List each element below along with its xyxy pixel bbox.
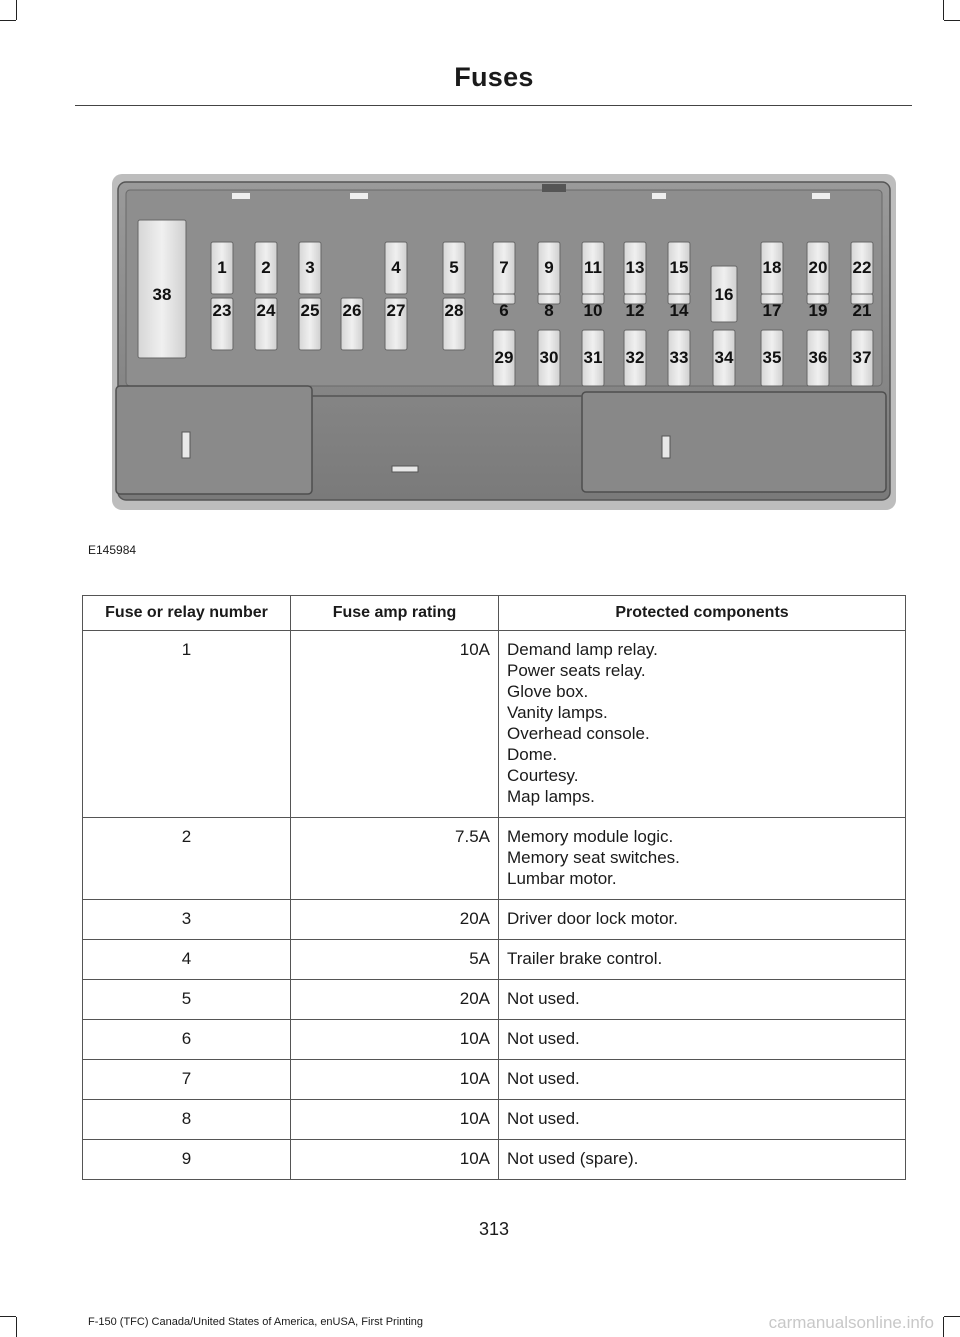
table-row	[83, 900, 906, 940]
fuse-number-cell: 9	[83, 1140, 291, 1180]
table-row	[83, 818, 906, 900]
component-item: Overhead console.	[507, 724, 650, 743]
protected-components-cell	[499, 1020, 906, 1060]
footer-text: F-150 (TFC) Canada/United States of America, enUSA, First Printing	[88, 1316, 424, 1328]
fuse-number-cell: 2	[83, 818, 291, 900]
component-item: Memory module logic.	[507, 827, 674, 846]
protected-components-cell	[499, 900, 906, 940]
fuse-panel-illustration	[112, 170, 896, 515]
table-row	[83, 631, 906, 818]
fuse-label: 11	[584, 258, 602, 277]
crop-mark	[0, 20, 16, 21]
component-item: Not used.	[507, 989, 580, 1008]
column-header: Protected components	[499, 596, 906, 631]
fuse-label: 35	[762, 348, 782, 367]
fuse-label: 2	[261, 258, 271, 277]
fuse-amp-cell: 20A	[291, 980, 499, 1020]
component-item: Vanity lamps.	[507, 703, 608, 722]
fuse-label: 15	[669, 258, 689, 277]
fuse-amp-cell: 10A	[291, 631, 499, 818]
fuse-label: 6	[499, 301, 509, 320]
fuse-label: 1	[217, 258, 227, 277]
fuse-amp-cell: 20A	[291, 900, 499, 940]
fuse-label: 20	[808, 258, 828, 277]
column-header: Fuse amp rating	[291, 596, 499, 631]
fuse-label: 19	[808, 301, 828, 320]
table-header-row	[83, 596, 906, 631]
column-header: Fuse or relay number	[83, 596, 291, 631]
component-item: Memory seat switches.	[507, 848, 680, 867]
fuse-amp-cell: 5A	[291, 940, 499, 980]
fuse-label: 3	[305, 258, 315, 277]
protected-components-cell	[499, 980, 906, 1020]
fuse-label: 17	[762, 301, 782, 320]
header-divider	[75, 105, 912, 106]
protected-components-cell	[499, 1060, 906, 1100]
fuse-label: 30	[539, 348, 559, 367]
fuse-label: 22	[852, 258, 872, 277]
fuse-amp-cell: 10A	[291, 1060, 499, 1100]
fuse-label: 12	[625, 301, 645, 320]
table-row	[83, 1060, 906, 1100]
fuse-table	[82, 595, 906, 1180]
fuse-label: 24	[256, 301, 276, 320]
fuse-label: 34	[714, 348, 734, 367]
table-row	[83, 1100, 906, 1140]
component-item: Not used.	[507, 1029, 580, 1048]
fuse-label: 23	[212, 301, 232, 320]
fuse-amp-cell: 10A	[291, 1020, 499, 1060]
crop-mark	[16, 0, 17, 20]
fuse-label: 8	[544, 301, 554, 320]
protected-components-cell	[499, 631, 906, 818]
component-item: Driver door lock motor.	[507, 909, 678, 928]
component-item: Power seats relay.	[507, 661, 646, 680]
page-title: Fuses	[454, 62, 534, 92]
fuse-label: 27	[386, 301, 406, 320]
fuse-label: 32	[625, 348, 645, 367]
table-row	[83, 940, 906, 980]
fuse-number-cell: 3	[83, 900, 291, 940]
component-item: Courtesy.	[507, 766, 579, 785]
fuse-label: 16	[714, 285, 734, 304]
table-row	[83, 980, 906, 1020]
component-item: Map lamps.	[507, 787, 595, 806]
fuse-label: 38	[152, 285, 172, 304]
image-code: E145984	[88, 543, 137, 557]
fuse-number-cell: 1	[83, 631, 291, 818]
crop-mark	[943, 1317, 944, 1337]
fuse-panel-diagram	[112, 170, 896, 515]
crop-mark	[16, 1317, 17, 1337]
protected-components-cell	[499, 1140, 906, 1180]
component-item: Glove box.	[507, 682, 589, 701]
fuse-number-cell: 4	[83, 940, 291, 980]
fuse-label: 33	[669, 348, 689, 367]
fuse-label: 10	[583, 301, 603, 320]
fuse-label: 5	[449, 258, 459, 277]
fuse-number-cell: 7	[83, 1060, 291, 1100]
fuse-label: 4	[391, 258, 401, 277]
fuse-label: 14	[669, 301, 689, 320]
component-item: Demand lamp relay.	[507, 640, 658, 659]
component-item: Dome.	[507, 745, 558, 764]
fuse-label: 37	[852, 348, 872, 367]
crop-mark	[943, 0, 944, 20]
protected-components-cell	[499, 818, 906, 900]
page-number: 313	[478, 1219, 510, 1239]
fuse-amp-cell: 10A	[291, 1140, 499, 1180]
fuse-amp-cell: 10A	[291, 1100, 499, 1140]
fuse-label: 18	[762, 258, 782, 277]
crop-mark	[0, 1316, 16, 1317]
fuse-number-cell: 5	[83, 980, 291, 1020]
component-item: Not used.	[507, 1069, 580, 1088]
table-row	[83, 1140, 906, 1180]
fuse-number-cell: 8	[83, 1100, 291, 1140]
fuse-label: 26	[342, 301, 362, 320]
component-item: Trailer brake control.	[507, 949, 663, 968]
fuse-number-cell: 6	[83, 1020, 291, 1060]
fuse-label: 7	[499, 258, 509, 277]
table-row	[83, 1020, 906, 1060]
watermark: carmanualsonline.info	[768, 1313, 934, 1332]
fuse-label: 28	[444, 301, 464, 320]
fuse-label: 21	[852, 301, 872, 320]
fuse-label: 13	[625, 258, 645, 277]
fuse-label: 36	[808, 348, 828, 367]
component-item: Lumbar motor.	[507, 869, 617, 888]
fuse-label: 9	[544, 258, 554, 277]
fuse-label: 25	[300, 301, 320, 320]
protected-components-cell	[499, 940, 906, 980]
protected-components-cell	[499, 1100, 906, 1140]
fuse-label: 29	[494, 348, 514, 367]
crop-mark	[944, 1316, 960, 1317]
fuse-amp-cell: 7.5A	[291, 818, 499, 900]
component-item: Not used (spare).	[507, 1149, 639, 1168]
component-item: Not used.	[507, 1109, 580, 1128]
crop-mark	[944, 20, 960, 21]
fuse-label: 31	[583, 348, 603, 367]
